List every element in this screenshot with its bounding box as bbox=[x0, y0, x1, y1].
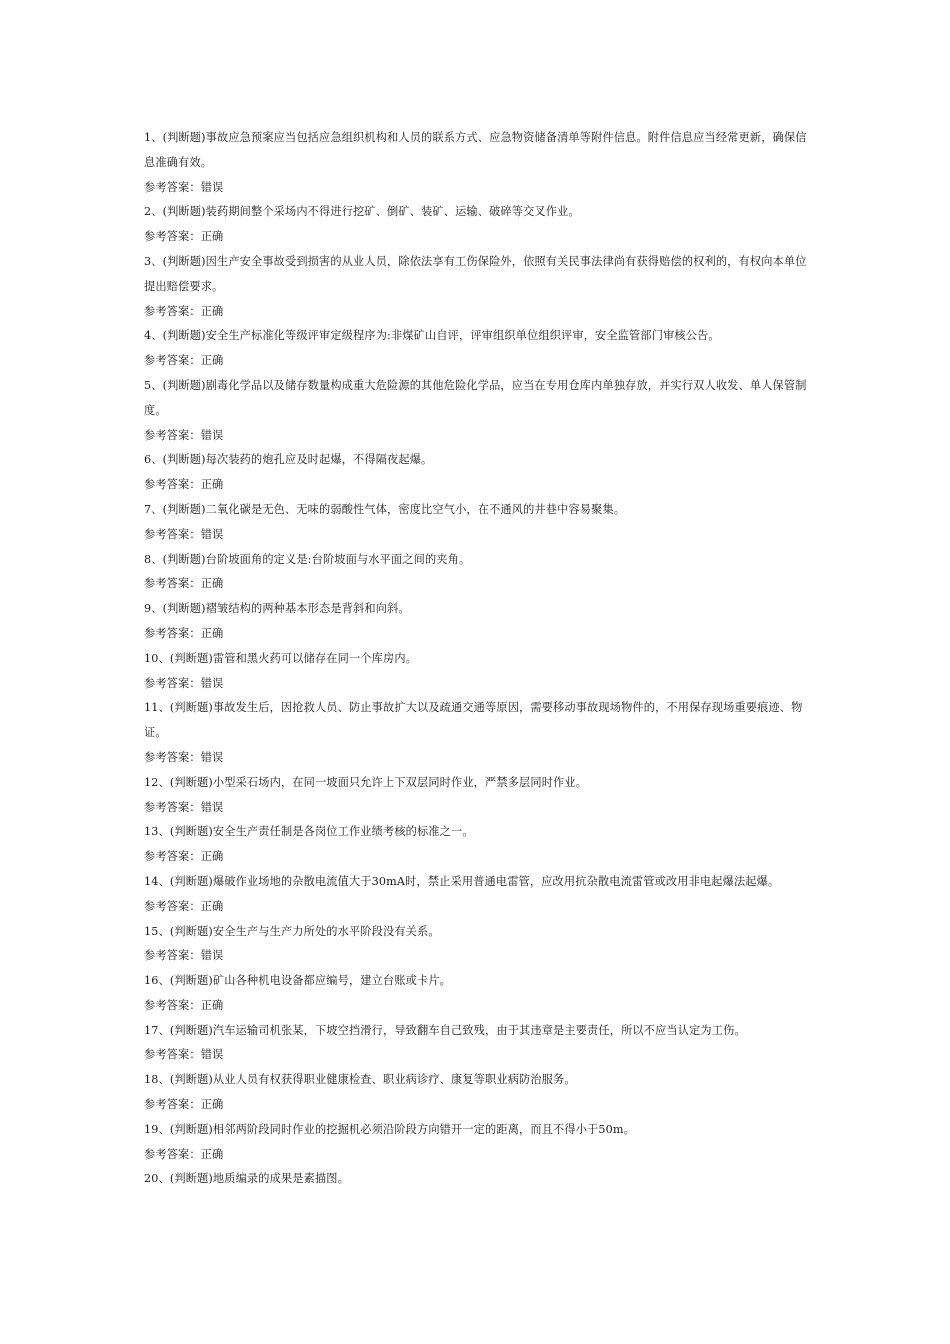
question-text: 16、(判断题)矿山各种机电设备都应编号，建立台账或卡片。 bbox=[144, 974, 452, 988]
answer-text: 参考答案：正确 bbox=[144, 626, 224, 640]
question-list bbox=[144, 126, 816, 1192]
question-text: 13、(判断题)安全生产责任制是各岗位工作业绩考核的标准之一。 bbox=[144, 825, 474, 839]
answer-text: 参考答案：正确 bbox=[144, 354, 224, 368]
question-text: 1、(判断题)事故应急预案应当包括应急组织机构和人员的联系方式、应急物资储备清单等附件信息。附件信息应当经常更新，确保信息准确有效。 bbox=[144, 131, 807, 169]
answer-text: 参考答案：错误 bbox=[144, 750, 224, 764]
question-text: 2、(判断题)装药期间整个采场内不得进行挖矿、倒矿、装矿、运输、破碎等交叉作业。 bbox=[144, 205, 580, 219]
question-text: 11、(判断题)事故发生后，因抢救人员、防止事故扩大以及疏通交通等原因，需要移动事故现场物件的，不用保存现场重要痕迹、物证。 bbox=[144, 701, 803, 740]
answer-text: 参考答案：正确 bbox=[144, 478, 224, 492]
question-text: 14、(判断题)爆破作业场地的杂散电流值大于30mA时，禁止采用普通电雷管，应改用抗杂散电流雷管或改用非电起爆法起爆。 bbox=[144, 874, 780, 888]
answer-text: 参考答案：正确 bbox=[144, 899, 224, 913]
question-text: 9、(判断题)褶皱结构的两种基本形态是背斜和向斜。 bbox=[144, 602, 410, 616]
answer-text: 参考答案：错误 bbox=[144, 676, 224, 690]
answer-text: 参考答案：错误 bbox=[144, 800, 224, 814]
answer-text: 参考答案：错误 bbox=[144, 527, 224, 541]
answer-text: 参考答案：正确 bbox=[144, 1098, 224, 1112]
question-text: 5、(判断题)剧毒化学品以及储存数量构成重大危险源的其他危险化学品，应当在专用仓库内单独存放，并实行双人收发、单人保管制度。 bbox=[144, 378, 807, 417]
question-text: 7、(判断题)二氧化碳是无色、无味的弱酸性气体，密度比空气小，在不通风的井巷中容易聚集。 bbox=[144, 502, 626, 516]
answer-text: 参考答案：错误 bbox=[144, 1048, 224, 1062]
answer-text: 参考答案：正确 bbox=[144, 304, 224, 318]
question-text: 18、(判断题)从业人员有权获得职业健康检查、职业病诊疗、康复等职业病防治服务。 bbox=[144, 1073, 576, 1087]
answer-text: 参考答案：错误 bbox=[144, 949, 224, 963]
question-text: 12、(判断题)小型采石场内，在同一坡面只允许上下双层同时作业，严禁多层同时作业。 bbox=[144, 775, 588, 789]
answer-text: 参考答案：正确 bbox=[144, 1147, 224, 1161]
answer-text: 参考答案：错误 bbox=[144, 428, 224, 442]
question-text: 20、(判断题)地质编录的成果是素描图。 bbox=[144, 1172, 349, 1186]
question-text: 3、(判断题)因生产安全事故受到损害的从业人员，除依法享有工伤保险外，依照有关民事法律尚有获得赔偿的权利的，有权向本单位提出赔偿要求。 bbox=[144, 254, 807, 293]
question-text: 8、(判断题)台阶坡面角的定义是:台阶坡面与水平面之间的夹角。 bbox=[144, 552, 471, 566]
question-text: 6、(判断题)每次装药的炮孔应及时起爆，不得隔夜起爆。 bbox=[144, 453, 433, 467]
question-text: 19、(判断题)相邻两阶段同时作业的挖掘机必须沿阶段方向错开一定的距离，而且不得小于50m。 bbox=[144, 1122, 636, 1136]
question-text: 10、(判断题)雷管和黑火药可以储存在同一个库房内。 bbox=[144, 651, 417, 665]
answer-text: 参考答案：正确 bbox=[144, 577, 224, 591]
question-text: 17、(判断题)汽车运输司机张某，下坡空挡滑行，导致翻车自己致残，由于其违章是主要责任，所以不应当认定为工伤。 bbox=[144, 1023, 746, 1037]
question-text: 4、(判断题)安全生产标准化等级评审定级程序为:非煤矿山自评，评审组织单位组织评审，安全监管部门审核公告。 bbox=[144, 329, 720, 343]
answer-text: 参考答案：正确 bbox=[144, 230, 224, 244]
answer-text: 参考答案：正确 bbox=[144, 998, 224, 1012]
answer-text: 参考答案：错误 bbox=[144, 180, 224, 194]
question-text: 15、(判断题)安全生产与生产力所处的水平阶段没有关系。 bbox=[144, 924, 440, 938]
answer-text: 参考答案：正确 bbox=[144, 850, 224, 864]
